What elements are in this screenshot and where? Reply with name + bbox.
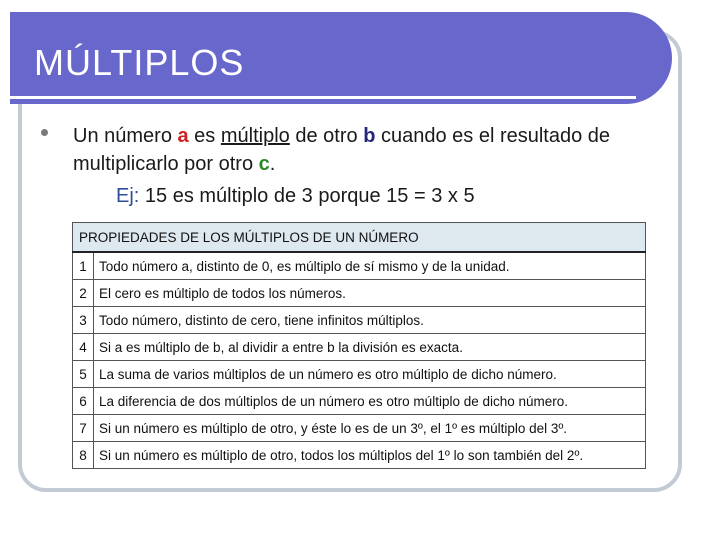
row-number: 3: [73, 307, 94, 334]
table-row: [73, 415, 646, 442]
slide-title: MÚLTIPLOS: [34, 42, 245, 83]
definition-part-3: de otro: [289, 125, 364, 147]
definition-part-5: .: [269, 153, 276, 175]
table-row: [73, 252, 646, 280]
variable-c: c: [258, 153, 270, 175]
row-number: 1: [73, 252, 94, 280]
row-number: 4: [73, 334, 94, 361]
table-row: [73, 442, 646, 469]
row-number: 8: [73, 442, 94, 469]
table-row: [73, 307, 646, 334]
definition-part-1: Un número: [73, 125, 178, 147]
row-text: Si un número es múltiplo de otro, todos los múltiplos del 1º lo son también del 2º.: [94, 442, 646, 469]
example-body: 15 es múltiplo de 3 porque 15 = 3 x 5: [139, 185, 475, 207]
row-text: Si a es múltiplo de b, al dividir a entre b la división es exacta.: [94, 334, 646, 361]
title-bar: [10, 12, 672, 104]
row-number: 6: [73, 388, 94, 415]
table-header-row: [73, 223, 646, 253]
table-row: [73, 388, 646, 415]
row-text: La suma de varios múltiplos de un número es otro múltiplo de dicho número.: [94, 361, 646, 388]
table-row: [73, 361, 646, 388]
example-text: [116, 182, 475, 210]
example-label: Ej:: [116, 185, 140, 207]
bullet-icon: [41, 129, 48, 136]
row-text: Si un número es múltiplo de otro, y éste lo es de un 3º, el 1º es múltiplo del 3º.: [94, 415, 646, 442]
title-underline: [10, 96, 636, 99]
definition-part-2: es: [188, 125, 221, 147]
table-row: [73, 280, 646, 307]
row-number: 7: [73, 415, 94, 442]
row-number: 5: [73, 361, 94, 388]
row-text: El cero es múltiplo de todos los números.: [94, 280, 646, 307]
row-text: Todo número a, distinto de 0, es múltiplo de sí mismo y de la unidad.: [94, 252, 646, 280]
variable-b: b: [363, 125, 376, 147]
definition-text: [73, 122, 673, 178]
table-header: PROPIEDADES DE LOS MÚLTIPLOS DE UN NÚMERO: [73, 223, 646, 253]
row-number: 2: [73, 280, 94, 307]
row-text: Todo número, distinto de cero, tiene infinitos múltiplos.: [94, 307, 646, 334]
variable-a: a: [177, 125, 189, 147]
term-multiplo: múltiplo: [220, 125, 290, 147]
row-text: La diferencia de dos múltiplos de un número es otro múltiplo de dicho número.: [94, 388, 646, 415]
definition-part-4: cuando es el resultado de multiplicarlo por otro: [73, 125, 611, 175]
table-row: [73, 334, 646, 361]
properties-table: [72, 222, 646, 469]
